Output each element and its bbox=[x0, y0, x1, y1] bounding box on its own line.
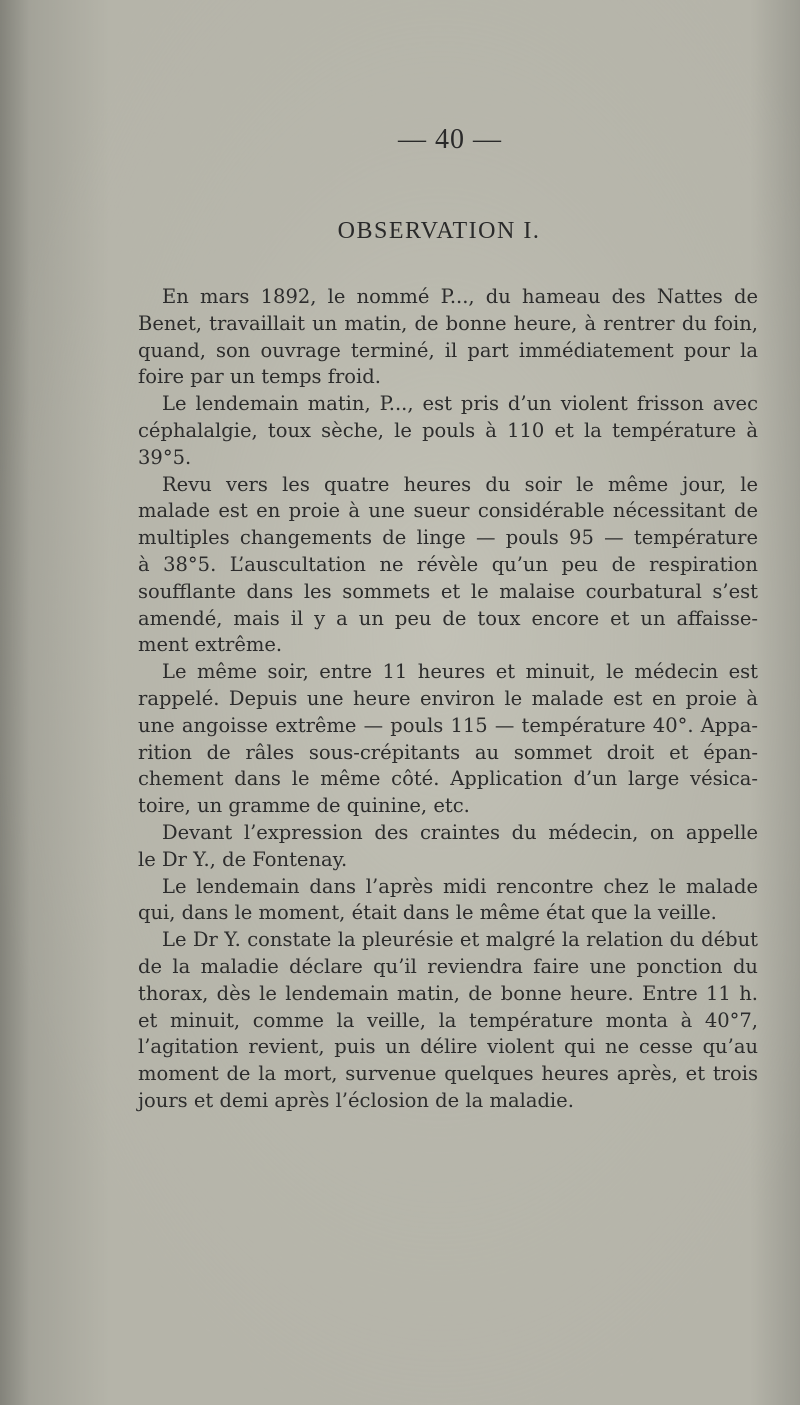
text-line: amendé, mais il y a un peu de toux encore et un affaisse- bbox=[138, 606, 758, 630]
text-line: qui, dans le moment, était dans le même état que la veille. bbox=[138, 901, 717, 925]
text-line: Le lendemain dans l’après midi rencontre chez le malade bbox=[162, 874, 758, 898]
text-line: de la maladie déclare qu’il reviendra faire une ponction du bbox=[138, 954, 758, 978]
text-line: chement dans le même côté. Application d’un large vésica- bbox=[138, 767, 758, 791]
text-line: à 38°5. L’auscultation ne révèle qu’un peu de respiration bbox=[138, 552, 758, 576]
text-line: En mars 1892, le nommé P..., du hameau des Nattes de bbox=[162, 285, 758, 308]
text-line: moment de la mort, survenue quelques heures après, et trois bbox=[138, 1062, 758, 1086]
text-line: le Dr Y., de Fontenay. bbox=[138, 847, 348, 871]
text-line: multiples changements de linge — pouls 95 — température bbox=[138, 526, 758, 550]
text-line: thorax, dès le lendemain matin, de bonne heure. Entre 11 h. bbox=[138, 981, 758, 1005]
text-line: soufflante dans les sommets et le malaise courbatural s’est bbox=[138, 579, 758, 603]
text-line: Le Dr Y. constate la pleurésie et malgré la relation du début bbox=[162, 928, 758, 952]
text-line: une angoisse extrême — pouls 115 — température 40°. Appa- bbox=[138, 713, 758, 737]
text-line: l’agitation revient, puis un délire violent qui ne cesse qu’au bbox=[138, 1035, 758, 1059]
text-line: foire par un temps froid. bbox=[138, 365, 381, 389]
text-line: rition de râles sous-crépitants au sommet droit et épan- bbox=[138, 740, 758, 764]
text-line: ment extrême. bbox=[138, 633, 283, 657]
text-line: jours et demi après l’éclosion de la maladie. bbox=[138, 1088, 574, 1112]
text-line: Le même soir, entre 11 heures et minuit, le médecin est bbox=[162, 660, 758, 684]
page-number: — 40 — bbox=[398, 124, 502, 155]
text-line: Devant l’expression des craintes du médecin, on appelle bbox=[162, 820, 758, 844]
text-line: céphalalgie, toux sèche, le pouls à 110 et la température à bbox=[138, 418, 758, 442]
text-line: quand, son ouvrage terminé, il part immédiatement pour la bbox=[138, 338, 758, 362]
text-line: toire, un gramme de quinine, etc. bbox=[138, 794, 470, 818]
text-line: rappelé. Depuis une heure environ le malade est en proie à bbox=[138, 686, 758, 710]
body-text bbox=[138, 284, 758, 1115]
section-heading: OBSERVATION I. bbox=[337, 218, 541, 244]
text-line: malade est en proie à une sueur considérable nécessitant de bbox=[138, 499, 758, 523]
text-line: et minuit, comme la veille, la température monta à 40°7, bbox=[138, 1008, 758, 1032]
text-line: Benet, travaillait un matin, de bonne heure, à rentrer du foin, bbox=[138, 311, 758, 335]
text-line: Revu vers les quatre heures du soir le même jour, le bbox=[162, 472, 758, 496]
text-line: 39°5. bbox=[138, 445, 192, 469]
text-line: Le lendemain matin, P..., est pris d’un violent frisson avec bbox=[162, 392, 758, 416]
